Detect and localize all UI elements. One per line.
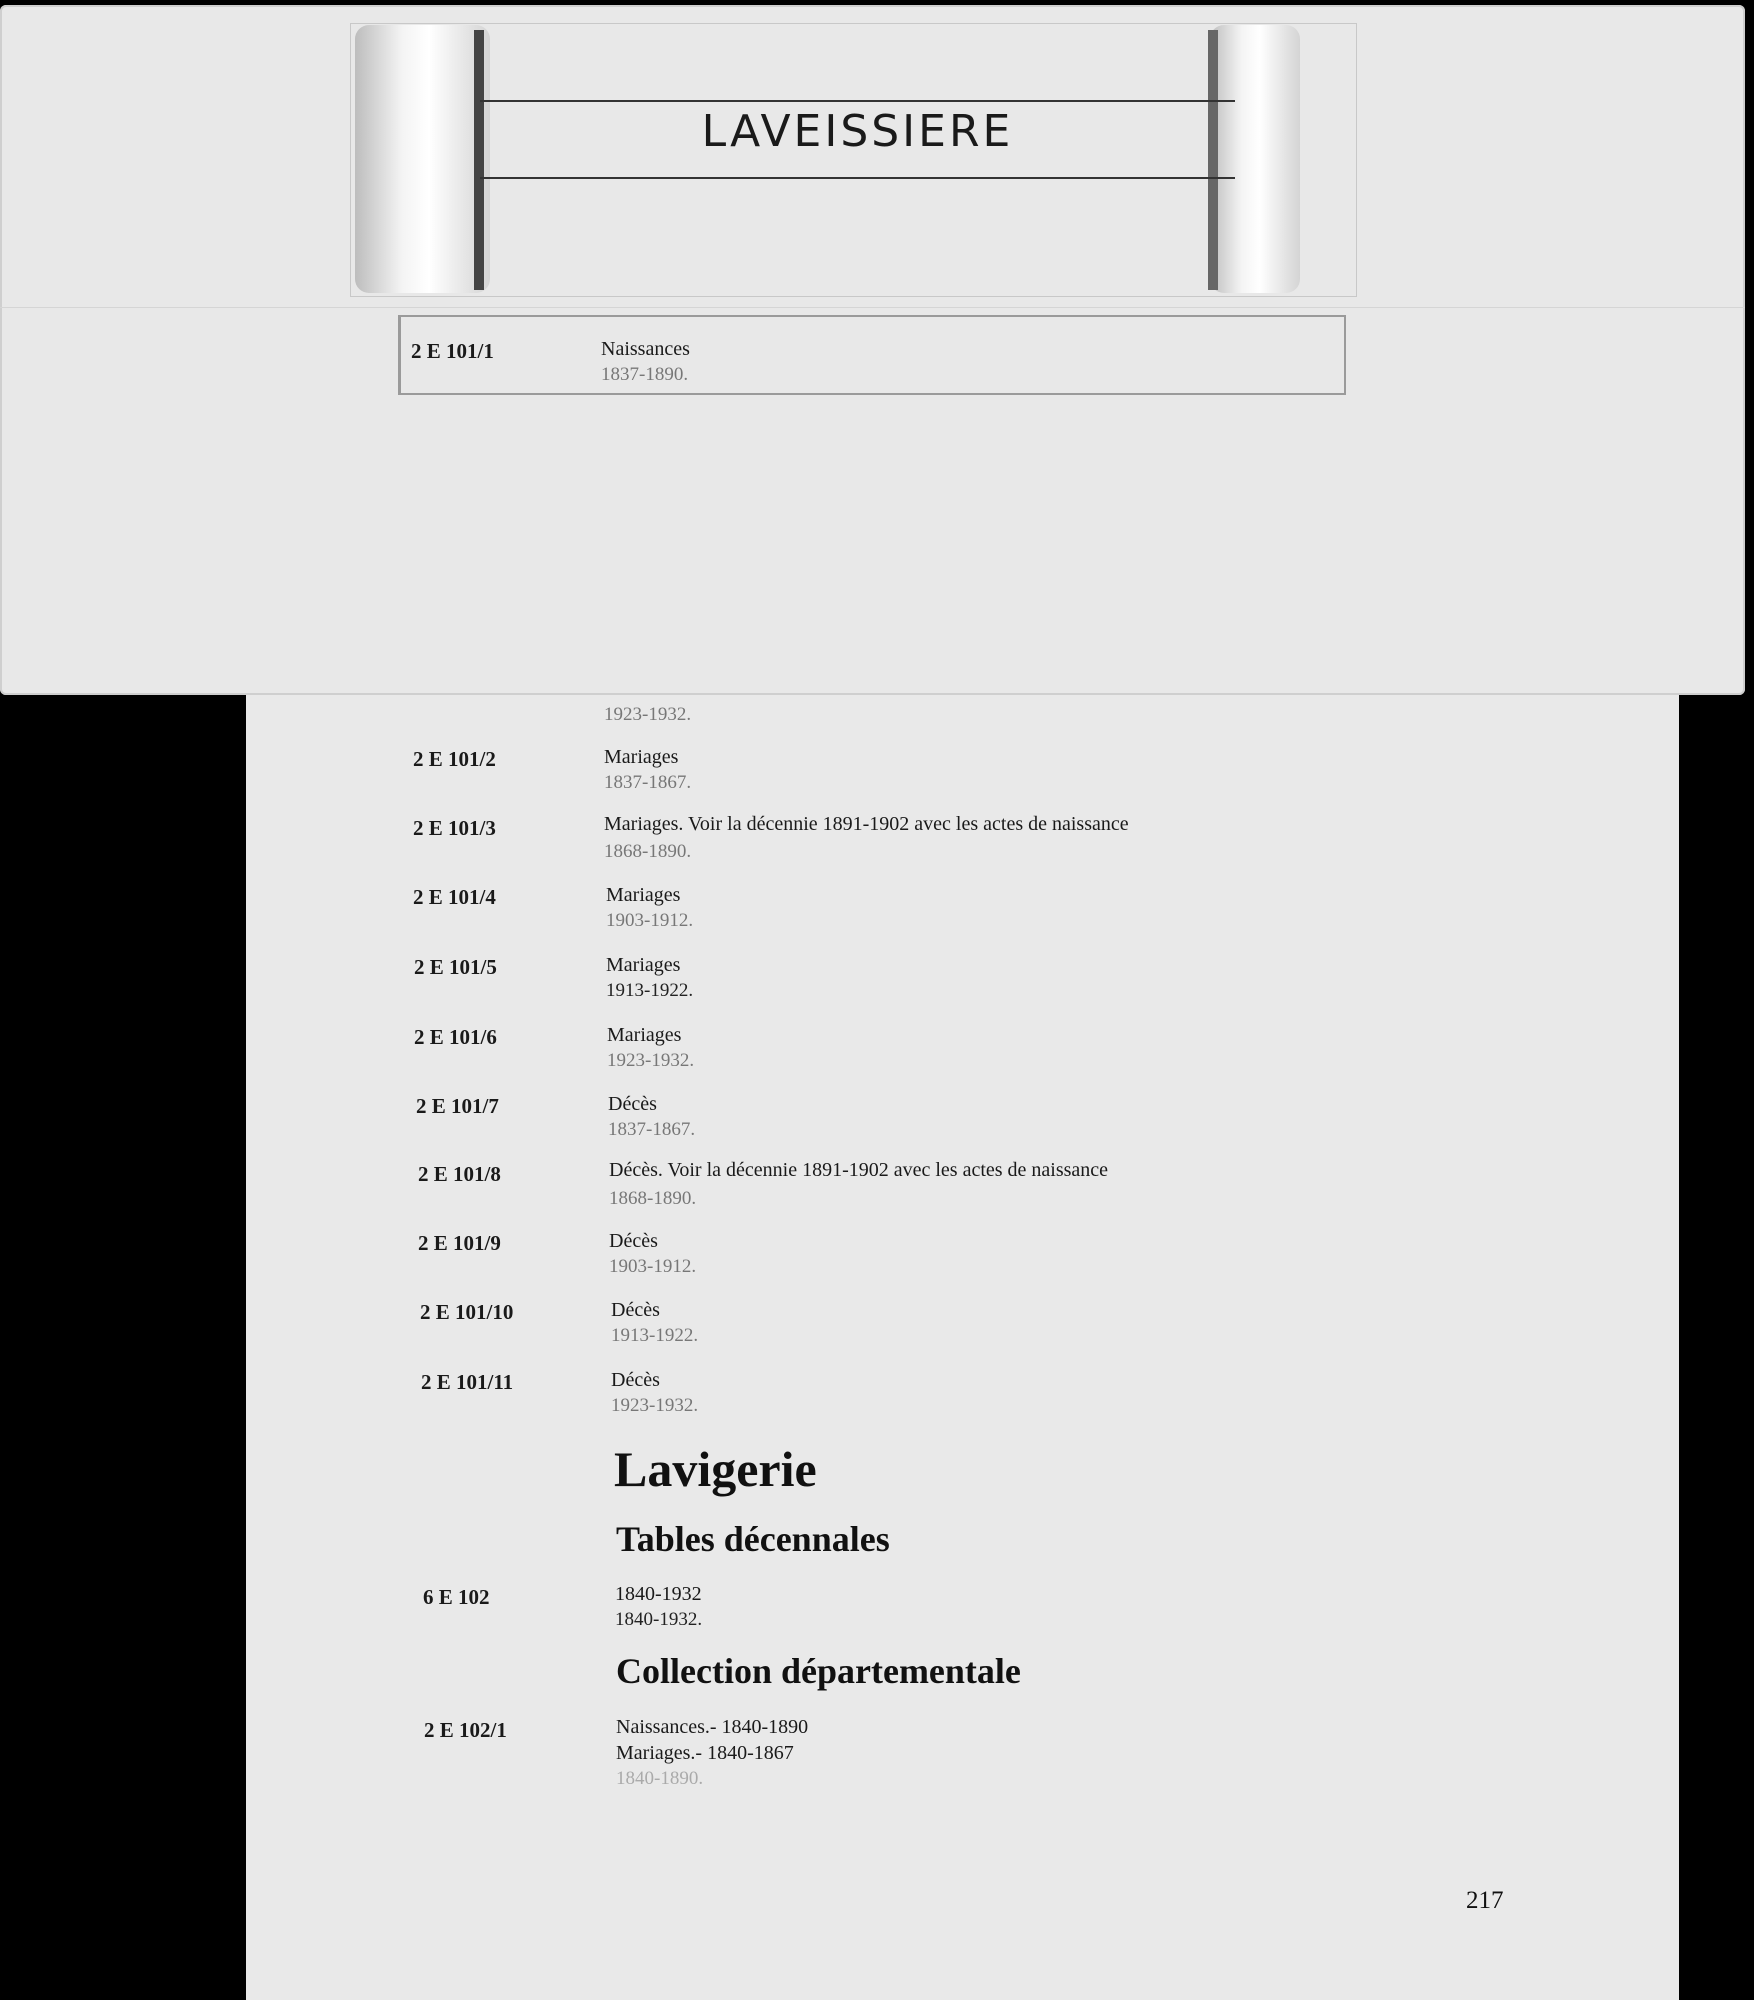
entry-code: 2 E 101/10 [420,1300,514,1324]
commune-label [480,100,1235,179]
entry-dates: 1903-1912. [606,910,694,931]
entry-desc: Naissances [601,338,690,360]
entry-code: 2 E 102/1 [424,1718,507,1742]
entry-code: 2 E 101/6 [414,1025,497,1049]
entry-dates: 1923-1932. [611,1395,699,1416]
entry-code: 2 E 101/7 [416,1094,499,1118]
entry-desc: Décès [609,1230,658,1252]
entry-code: 2 E 101/4 [413,885,496,909]
entry-desc: Mariages [607,1024,682,1046]
entry-dates: 1837-1867. [608,1119,696,1140]
section-heading-collection: Collection départementale [616,1651,1021,1691]
entry-code: 6 E 102 [423,1585,490,1609]
entry-code: 2 E 101/8 [418,1162,501,1186]
card-fold-line [0,307,1745,308]
label-card [0,5,1745,695]
entry-dates: 1913-1922. [606,980,694,1001]
entry-desc: Décès. Voir la décennie 1891-1902 avec les actes de naissance [609,1159,1109,1181]
entry-desc: Décès [611,1299,660,1321]
entry-code: 2 E 101/2 [413,747,496,771]
entry-dates: 1913-1922. [611,1325,699,1346]
entry-code: 2 E 101/9 [418,1231,501,1255]
entry-code: 2 E 101/11 [421,1370,514,1394]
entry-dates: 1903-1912. [609,1256,697,1277]
entry-dates: 1923-1932. [604,704,692,725]
entry-dates: 1840-1890. [616,1768,704,1789]
section-heading-tables: Tables décennales [616,1519,890,1559]
entry-desc: 1840-1932 [615,1583,702,1605]
section-title: Lavigerie [614,1441,817,1497]
entry-dates: 1923-1932. [607,1050,695,1071]
entry-desc: Décès [611,1369,660,1391]
entry-code: 2 E 101/1 [411,339,494,363]
entry-desc: Mariages [606,884,681,906]
tape-strip-left [355,25,490,293]
entry-dates: 1837-1890. [601,364,689,385]
entry-dates: 1837-1867. [604,772,692,793]
entry-code: 2 E 101/5 [414,955,497,979]
entry-desc: Mariages. Voir la décennie 1891-1902 avec les actes de naissance [604,813,1129,835]
entry-dates: 1868-1890. [609,1188,697,1209]
entry-desc: Mariages [604,746,679,768]
entry-code: 2 E 101/3 [413,816,496,840]
entry-desc: Naissances.- 1840-1890 [616,1716,809,1738]
entry-desc: Décès [608,1093,657,1115]
entry-desc-line2: Mariages.- 1840-1867 [616,1742,794,1764]
first-entry [398,315,1346,395]
page-number: 217 [1466,1887,1504,1914]
entry-dates: 1868-1890. [604,841,692,862]
entry-desc: Mariages [606,954,681,976]
commune-name: LAVEISSIERE [701,106,1014,157]
entry-dates: 1840-1932. [615,1609,703,1630]
